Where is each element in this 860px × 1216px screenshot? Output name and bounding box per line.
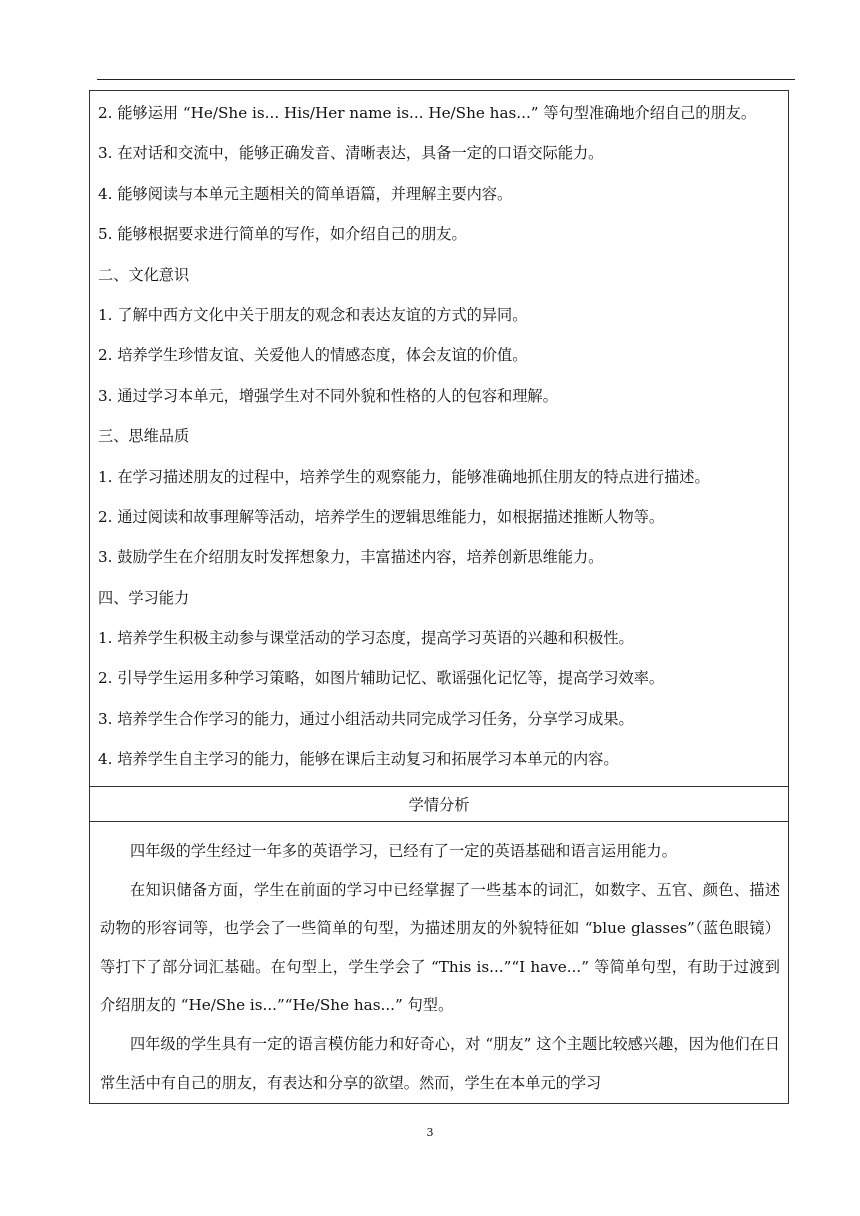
objective-line: 2. 引导学生运用多种学习策略，如图片辅助记忆、歌谣强化记忆等，提高学习效率。 — [98, 669, 665, 688]
page-number: 3 — [426, 1126, 434, 1139]
objective-line: 3. 培养学生合作学习的能力，通过小组活动共同完成学习任务，分享学习成果。 — [98, 709, 634, 728]
section-heading-thinking: 三、思维品质 — [98, 427, 190, 446]
section-heading-learning: 四、学习能力 — [98, 588, 190, 607]
analysis-paragraph: 在知识储备方面，学生在前面的学习中已经掌握了一些基本的词汇，如数字、五官、颜色、描述动物的形容词等，也学会了一些简单的句型，为描述朋友的外貌特征如 “blue glasses”（蓝色眼镜）等打下了部分词汇基础。在句型上，学生学会了 “This is...”“I have...” 等简单句型，有助于过渡到介绍朋友的 “He/She is...”“He/She has...” 句型。 — [100, 880, 780, 1015]
objective-line: 4. 培养学生自主学习的能力，能够在课后主动复习和拓展学习本单元的内容。 — [98, 750, 619, 769]
objective-line: 3. 鼓励学生在介绍朋友时发挥想象力，丰富描述内容，培养创新思维能力。 — [98, 548, 604, 567]
objectives-cell — [90, 91, 788, 786]
analysis-paragraph: 四年级的学生经过一年多的英语学习，已经有了一定的英语基础和语言运用能力。 — [130, 842, 677, 860]
objective-line: 1. 了解中西方文化中关于朋友的观念和表达友谊的方式的异同。 — [98, 305, 528, 324]
objective-line: 1. 在学习描述朋友的过程中，培养学生的观察能力，能够准确地抓住朋友的特点进行描述。 — [98, 467, 710, 486]
section-heading-culture: 二、文化意识 — [98, 265, 190, 284]
objective-line: 3. 在对话和交流中，能够正确发音、清晰表达，具备一定的口语交际能力。 — [98, 144, 604, 163]
objective-line: 4. 能够阅读与本单元主题相关的简单语篇，并理解主要内容。 — [98, 184, 513, 203]
objective-line: 3. 通过学习本单元，增强学生对不同外貌和性格的人的包容和理解。 — [98, 386, 558, 405]
objective-line: 2. 通过阅读和故事理解等活动，培养学生的逻辑思维能力，如根据描述推断人物等。 — [98, 507, 665, 526]
objective-line: 1. 培养学生积极主动参与课堂活动的学习态度，提高学习英语的兴趣和积极性。 — [98, 629, 634, 648]
objective-line: 5. 能够根据要求进行简单的写作，如介绍自己的朋友。 — [98, 225, 467, 244]
analysis-cell — [90, 822, 788, 1103]
objective-line: 2. 培养学生珍惜友谊、关爱他人的情感态度，体会友谊的价值。 — [98, 346, 528, 365]
header-rule — [97, 79, 795, 80]
analysis-paragraph: 四年级的学生具有一定的语言模仿能力和好奇心，对 “朋友” 这个主题比较感兴趣，因为他们在日常生活中有自己的朋友，有表达和分享的欲望。然而，学生在本单元的学习 — [100, 1034, 780, 1092]
lesson-plan-table — [89, 90, 789, 1104]
analysis-heading: 学情分析 — [90, 786, 788, 822]
objective-line: 2. 能够运用 “He/She is... His/Her name is... He/She has...” 等句型准确地介绍自己的朋友。 — [98, 104, 757, 122]
